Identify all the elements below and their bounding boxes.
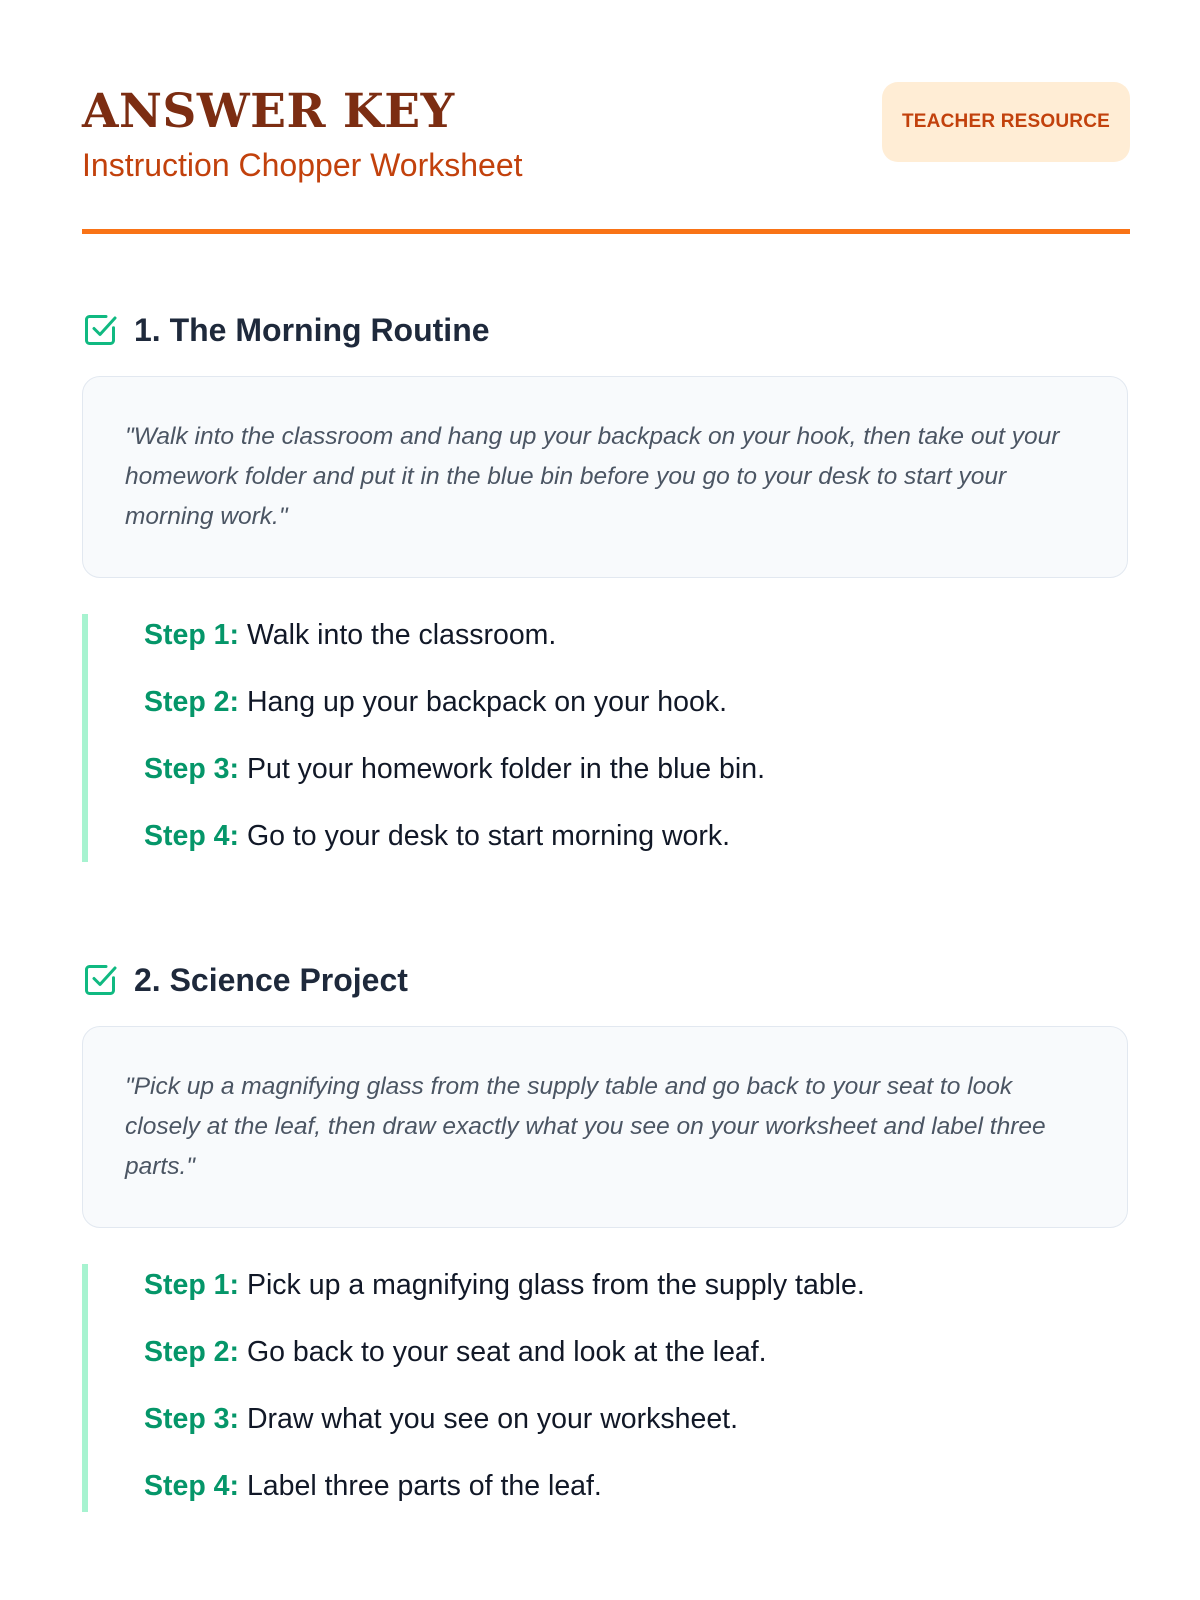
step-text: Walk into the classroom. <box>246 619 557 651</box>
section-morning-routine <box>82 310 1130 852</box>
step-item <box>144 1268 1130 1302</box>
step-text: Hang up your backpack on your hook. <box>246 686 727 718</box>
step-label: Step 3: <box>144 753 240 785</box>
step-item <box>144 1335 1130 1369</box>
step-text: Draw what you see on your worksheet. <box>246 1403 739 1435</box>
teacher-resource-badge: TEACHER RESOURCE <box>882 82 1130 162</box>
step-label: Step 2: <box>144 1336 240 1368</box>
section-heading <box>82 960 1130 1000</box>
step-text: Go back to your seat and look at the leaf. <box>246 1336 767 1368</box>
steps-list <box>82 614 1130 862</box>
step-item <box>144 819 1130 853</box>
instruction-quote: "Walk into the classroom and hang up your backpack on your hook, then take out your homework folder and put it in the blue bin before you go to your desk to start your morning work." <box>125 423 1060 530</box>
step-item <box>144 752 1130 786</box>
instruction-quote-box <box>82 1026 1128 1228</box>
step-text: Go to your desk to start morning work. <box>246 820 731 852</box>
step-label: Step 2: <box>144 686 240 718</box>
step-label: Step 4: <box>144 820 240 852</box>
step-item <box>144 618 1130 652</box>
instruction-quote: "Pick up a magnifying glass from the supply table and go back to your seat to look closely at the leaf, then draw exactly what you see on your worksheet and label three parts." <box>125 1073 1046 1180</box>
steps-list <box>82 1264 1130 1512</box>
step-text: Label three parts of the leaf. <box>246 1470 602 1502</box>
page-subtitle: Instruction Chopper Worksheet <box>82 147 523 183</box>
checkbox-checked-icon <box>82 312 118 348</box>
step-text: Put your homework folder in the blue bin. <box>246 753 765 785</box>
worksheet-page <box>82 0 1130 1502</box>
section-title: 2. Science Project <box>134 962 408 998</box>
step-item <box>144 1469 1130 1503</box>
step-label: Step 3: <box>144 1403 240 1435</box>
step-item <box>144 1402 1130 1436</box>
step-label: Step 4: <box>144 1470 240 1502</box>
page-header <box>82 0 1130 236</box>
section-title: 1. The Morning Routine <box>134 312 490 348</box>
page-title: ANSWER KEY <box>82 84 455 139</box>
step-label: Step 1: <box>144 1269 240 1301</box>
step-item <box>144 685 1130 719</box>
header-divider <box>82 229 1130 234</box>
section-heading <box>82 310 1130 350</box>
checkbox-checked-icon <box>82 962 118 998</box>
step-text: Pick up a magnifying glass from the supply table. <box>246 1269 865 1301</box>
step-label: Step 1: <box>144 619 240 651</box>
instruction-quote-box <box>82 376 1128 578</box>
section-science-project <box>82 960 1130 1502</box>
